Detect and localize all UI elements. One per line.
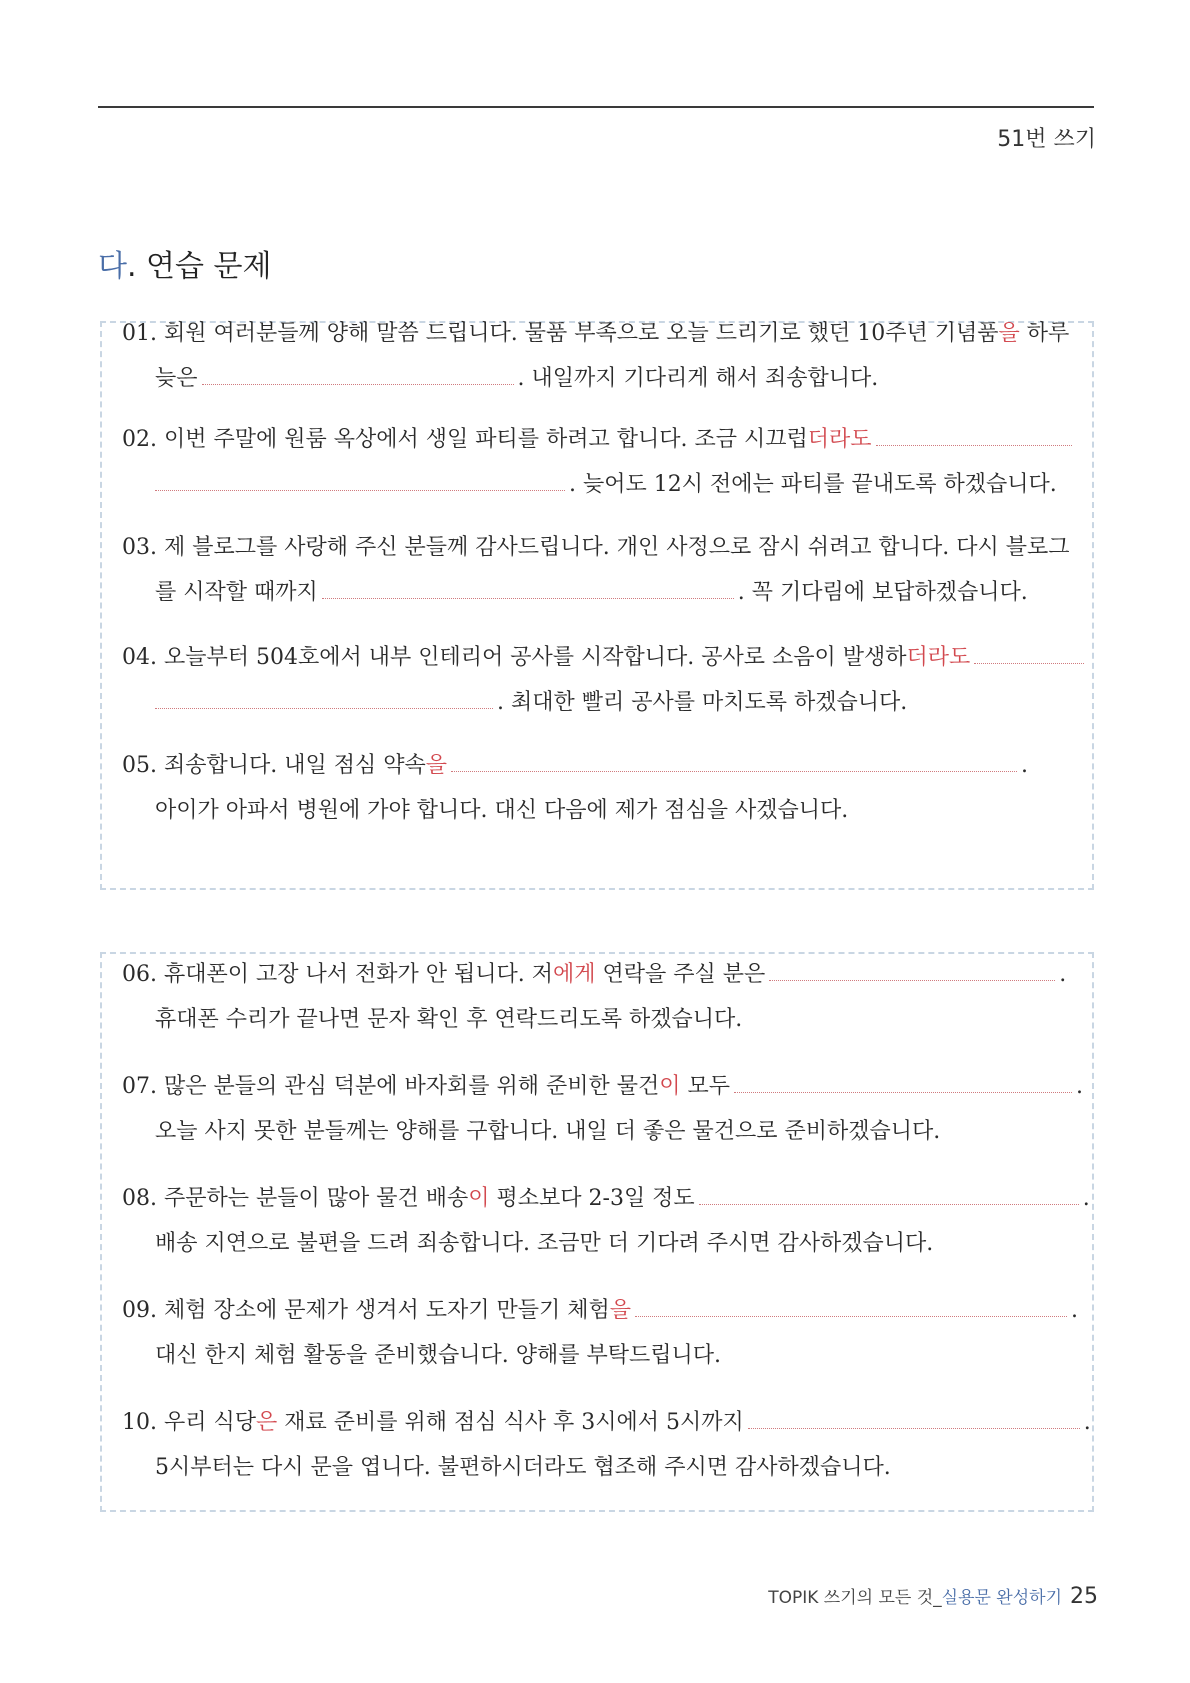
chapter-title: 실용문 완성하기 (941, 1588, 1062, 1608)
answer-blank[interactable] (155, 688, 493, 709)
question-line (122, 1184, 1090, 1214)
question-number: 03. (122, 535, 157, 560)
question-line (155, 364, 878, 394)
question-text: . 최대한 빨리 공사를 마치도록 하겠습니다. (497, 690, 908, 715)
exercise-box-2 (100, 952, 1094, 1512)
page-footer (768, 1583, 1098, 1609)
answer-blank[interactable] (155, 470, 565, 491)
question-number: 02. (122, 427, 157, 452)
grammar-highlight: 은 (256, 1410, 278, 1435)
question-line (122, 425, 1076, 455)
question-text: 휴대폰이 고장 나서 전화가 안 됩니다. 저 (164, 962, 553, 987)
question-text: 오늘부터 504호에서 내부 인테리어 공사를 시작합니다. 공사로 소음이 발생하 (164, 645, 907, 670)
question-line (155, 796, 848, 826)
question-line (155, 470, 1057, 500)
question-text: 제 블로그를 사랑해 주신 분들께 감사드립니다. 개인 사정으로 잠시 쉬려고 합니다. 다시 블로그 (164, 535, 1070, 560)
sentence-end: . (1071, 1298, 1079, 1323)
section-marker: 다 (98, 249, 127, 284)
section-title (98, 241, 272, 285)
sentence-end: . (1076, 1074, 1084, 1099)
grammar-highlight: 을 (998, 321, 1020, 346)
question-line (122, 1296, 1078, 1326)
question-line (122, 1072, 1083, 1102)
grammar-highlight: 을 (425, 753, 448, 778)
question-text: 우리 식당 (164, 1410, 257, 1435)
exercise-box-1 (100, 321, 1094, 890)
section-label: 51번 쓰기 (997, 127, 1096, 152)
question-text: 하루 (1019, 321, 1070, 346)
question-line (122, 751, 1028, 781)
question-number: 09. (122, 1298, 157, 1323)
question-text: 이번 주말에 원룸 옥상에서 생일 파티를 하려고 합니다. 조금 시끄럽 (164, 427, 808, 452)
answer-blank[interactable] (748, 1408, 1080, 1429)
question-number: 07. (122, 1074, 157, 1099)
question-text: 배송 지연으로 불편을 드려 죄송합니다. 조금만 더 기다려 주시면 감사하겠습니다. (155, 1231, 934, 1256)
question-text: 회원 여러분들께 양해 말씀 드립니다. 물품 부족으로 오늘 드리기로 했던 10주년 기념품 (164, 321, 999, 346)
answer-blank[interactable] (451, 751, 1017, 772)
sentence-end: . (1059, 962, 1067, 987)
question-line (155, 1453, 891, 1483)
sentence-end: . (1021, 753, 1029, 778)
grammar-highlight: 이 (468, 1186, 490, 1211)
answer-blank[interactable] (322, 578, 734, 599)
question-line (155, 688, 907, 718)
question-text: 휴대폰 수리가 끝나면 문자 확인 후 연락드리도록 하겠습니다. (155, 1007, 743, 1032)
grammar-highlight: 더라도 (906, 645, 971, 670)
answer-blank[interactable] (876, 425, 1072, 446)
question-text: 늦은 (155, 366, 198, 391)
question-text: . 늦어도 12시 전에는 파티를 끝내도록 하겠습니다. (569, 472, 1057, 497)
answer-blank[interactable] (635, 1296, 1067, 1317)
answer-blank[interactable] (734, 1072, 1072, 1093)
question-number: 06. (122, 962, 157, 987)
question-text: 아이가 아파서 병원에 가야 합니다. 대신 다음에 제가 점심을 사겠습니다. (155, 798, 849, 823)
page-number: 25 (1070, 1584, 1098, 1609)
question-text: 연락을 주실 분은 (595, 962, 766, 987)
question-text: . 내일까지 기다리게 해서 죄송합니다. (517, 366, 879, 391)
question-text: 5시부터는 다시 문을 엽니다. 불편하시더라도 협조해 주시면 감사하겠습니다. (155, 1455, 891, 1480)
answer-blank[interactable] (974, 643, 1084, 664)
question-line (122, 960, 1066, 990)
question-number: 05. (122, 753, 157, 778)
question-text: . 꼭 기다림에 보답하겠습니다. (737, 580, 1028, 605)
question-text: 를 시작할 때까지 (155, 580, 318, 605)
question-text: 평소보다 2-3일 정도 (489, 1186, 695, 1211)
question-number: 01. (122, 321, 157, 346)
question-number: 10. (122, 1410, 157, 1435)
question-text: 주문하는 분들이 많아 물건 배송 (164, 1186, 469, 1211)
question-line (155, 1341, 721, 1371)
sentence-end: . (1082, 1186, 1090, 1211)
answer-blank[interactable] (769, 960, 1055, 981)
question-line (122, 643, 1088, 673)
answer-blank[interactable] (202, 364, 514, 385)
question-text: 체험 장소에 문제가 생겨서 도자기 만들기 체험 (164, 1298, 610, 1323)
question-text: 죄송합니다. 내일 점심 약속 (164, 753, 426, 778)
grammar-highlight: 에게 (553, 962, 596, 987)
question-line (122, 319, 1069, 349)
book-title: TOPIK 쓰기의 모든 것_ (768, 1588, 942, 1608)
question-line (155, 1005, 742, 1035)
question-number: 04. (122, 645, 157, 670)
question-number: 08. (122, 1186, 157, 1211)
question-text: 오늘 사지 못한 분들께는 양해를 구합니다. 내일 더 좋은 물건으로 준비하겠습니다. (155, 1119, 941, 1144)
grammar-highlight: 더라도 (807, 427, 872, 452)
question-text: 많은 분들의 관심 덕분에 바자회를 위해 준비한 물건 (164, 1074, 660, 1099)
section-title-text: . 연습 문제 (126, 249, 272, 284)
answer-blank[interactable] (699, 1184, 1079, 1205)
question-line (155, 1117, 940, 1147)
question-line (155, 578, 1028, 608)
question-text: 대신 한지 체험 활동을 준비했습니다. 양해를 부탁드립니다. (155, 1343, 721, 1368)
sentence-end: . (1083, 1410, 1091, 1435)
grammar-highlight: 이 (659, 1074, 681, 1099)
top-rule (98, 106, 1094, 108)
question-line (122, 533, 1069, 563)
question-line (155, 1229, 933, 1259)
question-line (122, 1408, 1091, 1438)
question-text: 재료 준비를 위해 점심 식사 후 3시에서 5시까지 (277, 1410, 744, 1435)
grammar-highlight: 을 (609, 1298, 632, 1323)
question-text: 모두 (680, 1074, 731, 1099)
